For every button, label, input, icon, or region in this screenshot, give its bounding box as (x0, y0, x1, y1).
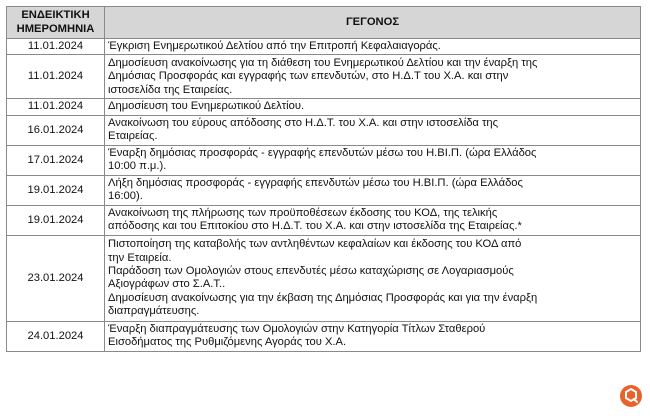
row-event-line: Δημοσίευση του Ενημερωτικού Δελτίου. (108, 100, 305, 113)
table-row (7, 205, 641, 235)
table-row (7, 145, 641, 175)
row-date: 24.01.2024 (7, 321, 105, 351)
row-event-line: απόδοσης και του Επιτοκίου στο Η.Δ.Τ. του Χ.Α. και στην ιστοσελίδα της Εταιρείας.* (108, 220, 522, 233)
row-event-line: Λήξη δημόσιας προσφοράς - εγγραφής επενδυτών μέσω του Η.ΒΙ.Π. (ώρα Ελλάδος (108, 176, 523, 189)
row-date: 19.01.2024 (7, 175, 105, 205)
row-date: 17.01.2024 (7, 145, 105, 175)
table-row (7, 115, 641, 145)
row-date: 11.01.2024 (7, 55, 105, 99)
table-row (7, 175, 641, 205)
row-event (105, 39, 641, 55)
header-date-line1: ΕΝΔΕΙΚΤΙΚΗ (21, 9, 90, 22)
row-event (105, 235, 641, 321)
row-event (105, 321, 641, 351)
row-event-line: 16:00). (108, 190, 143, 203)
timetable (6, 6, 641, 352)
table-row (7, 55, 641, 99)
row-event (105, 55, 641, 99)
table-header-row (7, 7, 641, 39)
row-event-line: Εταιρείας. (108, 130, 158, 143)
row-event-line: Έναρξη δημόσιας προσφοράς - εγγραφής επενδυτών μέσω του Η.ΒΙ.Π. (ώρα Ελλάδος (108, 146, 537, 159)
row-event-line: Δημοσίευση ανακοίνωσης για την έκβαση της Δημόσιας Προσφοράς και για την έναρξη (108, 291, 538, 304)
row-event (105, 175, 641, 205)
table-body (7, 39, 641, 352)
row-event-line: ιστοσελίδα της Εταιρείας. (108, 83, 233, 96)
row-date: 11.01.2024 (7, 39, 105, 55)
row-event (105, 115, 641, 145)
forex-logo-icon (620, 385, 642, 407)
table-row (7, 321, 641, 351)
header-date-line2: ΗΜΕΡΟΜΗΝΙΑ (16, 22, 95, 35)
row-event-line: διαπραγμάτευσης. (108, 305, 200, 318)
row-event (105, 99, 641, 115)
row-event-line: Ανακοίνωση του εύρους απόδοσης στο Η.Δ.Τ. του Χ.Α. και στην ιστοσελίδα της (108, 116, 499, 129)
row-date: 19.01.2024 (7, 205, 105, 235)
header-event: ΓΕΓΟΝΟΣ (105, 7, 641, 39)
row-event (105, 205, 641, 235)
table-row (7, 99, 641, 115)
row-event-line: Πιστοποίηση της καταβολής των αντληθέντων κεφαλαίων και έκδοσης του ΚΟΔ από (108, 238, 522, 251)
header-date (7, 7, 105, 39)
row-event-line: Αξιογράφων στο Σ.Α.Τ.. (108, 278, 226, 291)
row-event-line: Ανακοίνωση της πλήρωσης των προϋποθέσεων έκδοσης του ΚΟΔ, της τελικής (108, 206, 498, 219)
row-event-line: Έναρξη διαπραγμάτευσης των Ομολογιών στην Κατηγορία Τίτλων Σταθερού (108, 322, 486, 335)
row-event (105, 145, 641, 175)
table-row (7, 235, 641, 321)
row-event-line: Δημόσιας Προσφοράς και εγγραφής των επενδυτών, στο Η.Δ.Τ του Χ.Α. και στην (108, 70, 509, 83)
row-date: 23.01.2024 (7, 235, 105, 321)
row-event-line: την Εταιρεία. (108, 251, 172, 264)
table-row (7, 39, 641, 55)
row-event-line: 10:00 π.μ.). (108, 160, 167, 173)
row-event-line: Παράδοση των Ομολογιών στους επενδυτές μέσω καταχώρισης σε Λογαριασμούς (108, 264, 514, 277)
row-date: 16.01.2024 (7, 115, 105, 145)
row-event-line: Δημοσίευση ανακοίνωσης για τη διάθεση του Ενημερωτικού Δελτίου και την έναρξη της (108, 56, 538, 69)
row-event-line: Έγκριση Ενημερωτικού Δελτίου από την Επιτροπή Κεφαλαιαγοράς. (108, 40, 441, 52)
row-date: 11.01.2024 (7, 99, 105, 115)
row-event-line: Εισοδήματος της Ρυθμιζόμενης Αγοράς του Χ.Α. (108, 336, 347, 349)
